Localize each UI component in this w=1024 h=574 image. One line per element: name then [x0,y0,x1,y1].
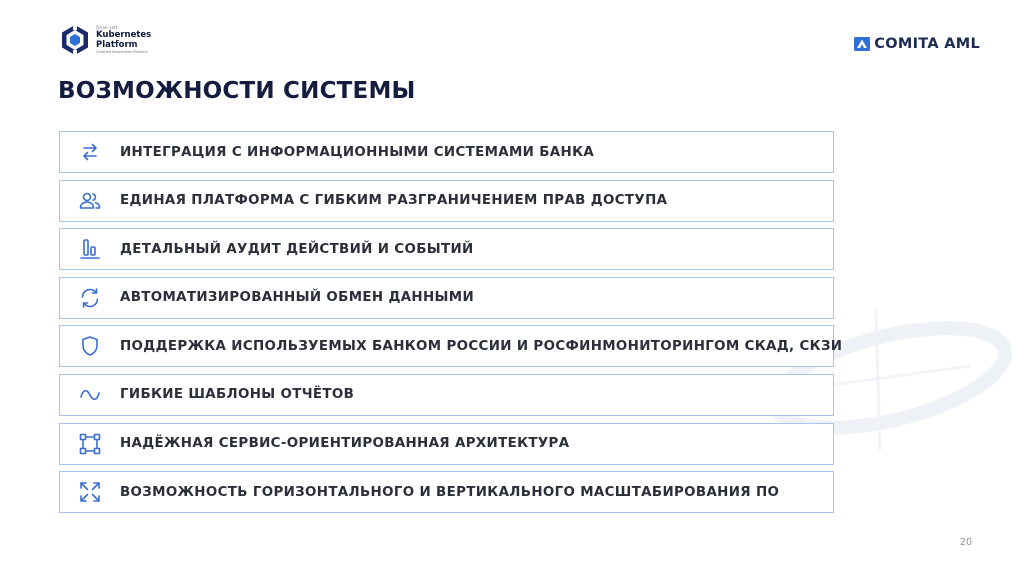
kubernetes-platform-text [96,26,151,55]
page-number: 20 [959,537,972,548]
refresh-icon [78,286,102,310]
feature-label: НАДЁЖНАЯ СЕРВИС-ОРИЕНТИРОВАННАЯ АРХИТЕКТУРА [120,436,570,452]
kp-bottom-text: Certified Kubernetes Platform [96,49,148,54]
feature-label: АВТОМАТИЗИРОВАННЫЙ ОБМЕН ДАННЫМИ [120,290,475,306]
feature-label: ИНТЕГРАЦИЯ С ИНФОРМАЦИОННЫМИ СИСТЕМАМИ БАНКА [120,144,595,160]
kp-name-line2: Platform [96,39,138,50]
comita-aml-text: COMITA AML [874,36,980,52]
page-title: ВОЗМОЖНОСТИ СИСТЕМЫ [58,78,416,104]
feature-label: ЕДИНАЯ ПЛАТФОРМА С ГИБКИМ РАЗГРАНИЧЕНИЕМ ПРАВ ДОСТУПА [120,193,668,209]
kp-top-text: Orion soft [96,24,118,30]
kp-name-line1: Kubernetes [96,29,152,40]
comita-mark-icon [854,37,870,51]
arrows-exchange-icon [78,140,102,164]
users-icon [78,189,102,213]
feature-item [59,471,834,513]
feature-item [59,228,834,270]
expand-arrows-icon [78,480,102,504]
comita-aml-logo [854,36,980,52]
feature-item [59,374,834,416]
feature-label: ПОДДЕРЖКА ИСПОЛЬЗУЕМЫХ БАНКОМ РОССИИ И РОСФИНМОНИТОРИНГОМ СКАД, СКЗИ [120,338,843,354]
feature-label: ГИБКИЕ ШАБЛОНЫ ОТЧЁТОВ [120,387,355,403]
feature-label: ДЕТАЛЬНЫЙ АУДИТ ДЕЙСТВИЙ И СОБЫТИЙ [120,241,474,257]
feature-item [59,325,843,367]
features-list [59,131,843,520]
feature-item [59,131,834,173]
shield-icon [78,334,102,358]
nodes-square-icon [78,432,102,456]
kubernetes-platform-logo [60,24,151,56]
bar-chart-icon [78,237,102,261]
wave-icon [78,383,102,407]
hexagon-logo-icon [60,24,90,56]
feature-label: ВОЗМОЖНОСТЬ ГОРИЗОНТАЛЬНОГО И ВЕРТИКАЛЬНОГО МАСШТАБИРОВАНИЯ ПО [120,484,780,500]
feature-item [59,423,834,465]
feature-item [59,277,834,319]
feature-item [59,180,834,222]
